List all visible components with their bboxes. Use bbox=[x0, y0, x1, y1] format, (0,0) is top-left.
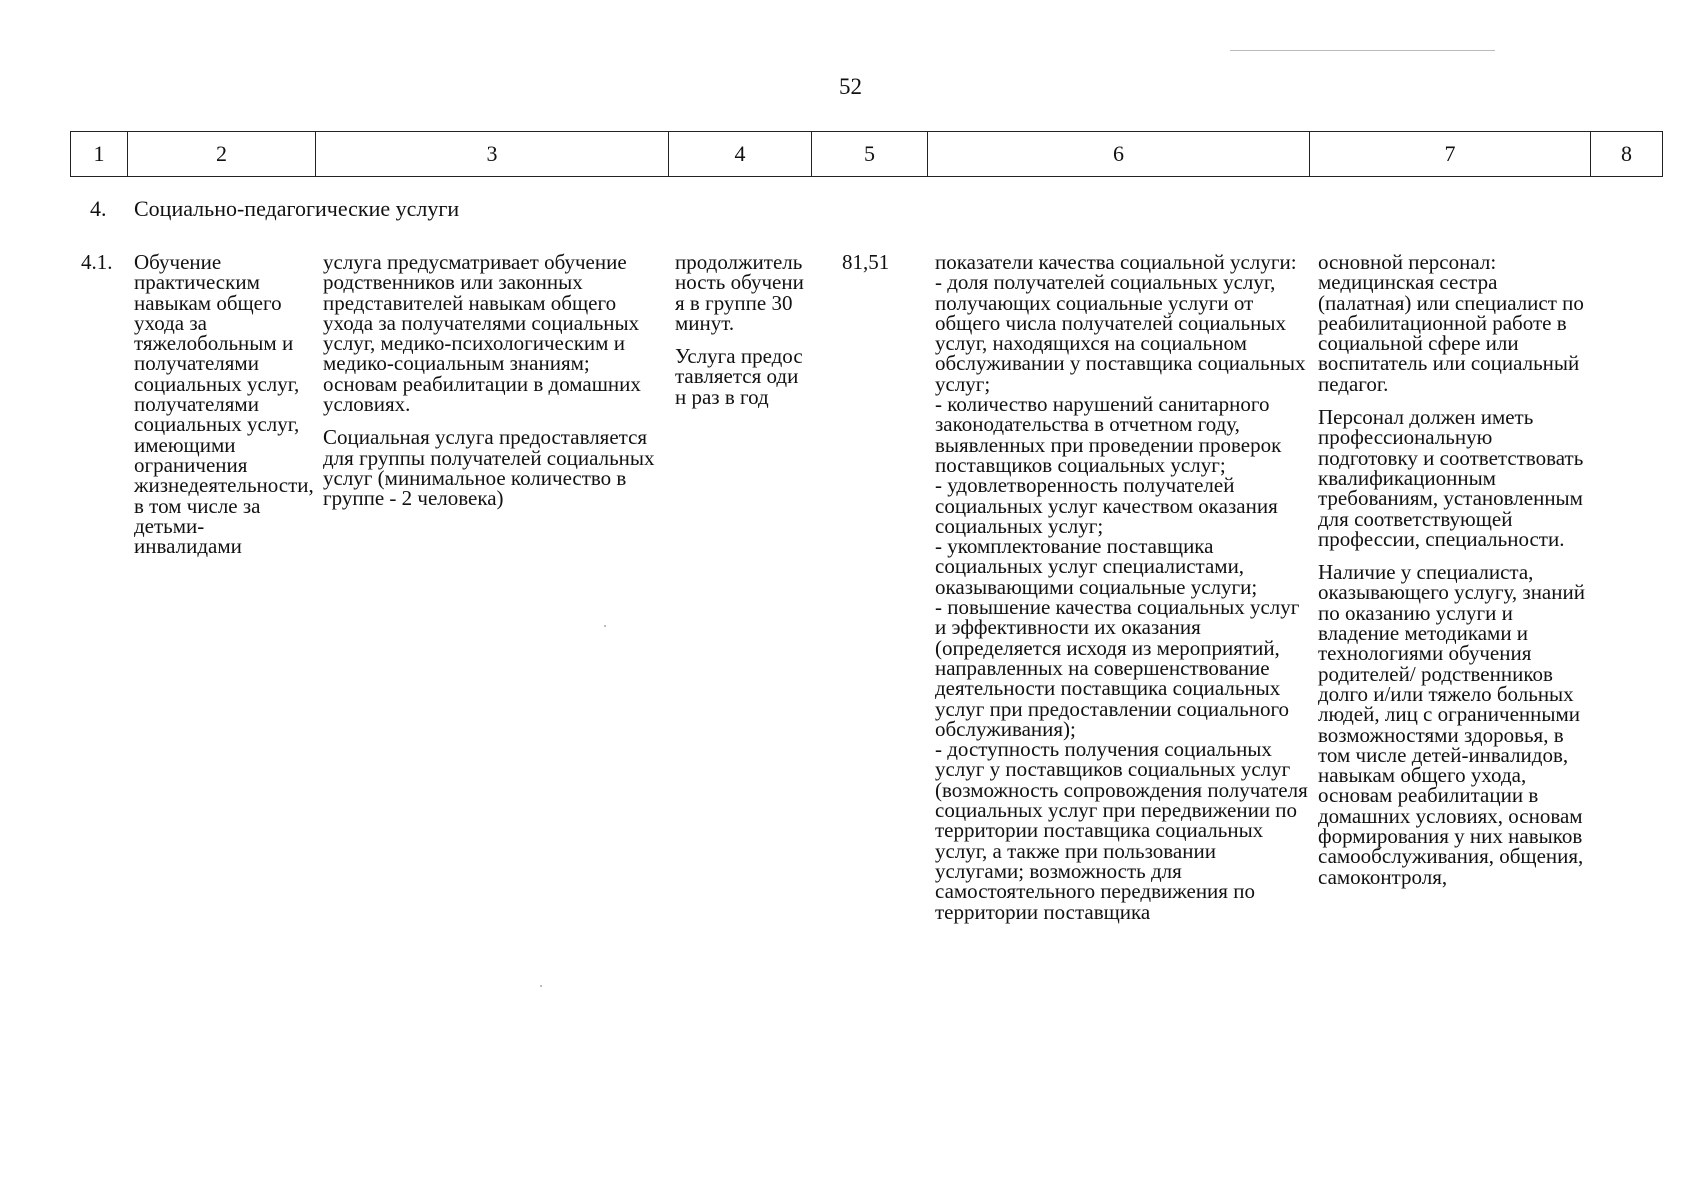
service-duration bbox=[675, 252, 809, 420]
service-name bbox=[134, 252, 312, 569]
section-title: Социально-педагогические услуги bbox=[134, 196, 460, 221]
scan-speck bbox=[540, 985, 542, 987]
header-cell-7: 7 bbox=[1310, 132, 1591, 177]
header-cell-2: 2 bbox=[128, 132, 316, 177]
duration-paragraph-1: продолжительность обучения в группе 30 минут. bbox=[675, 250, 804, 335]
scan-speck bbox=[604, 625, 606, 627]
header-cell-6: 6 bbox=[928, 132, 1310, 177]
header-row bbox=[71, 132, 1663, 177]
duration-paragraph-2: Услуга предоставляется один раз в год bbox=[675, 344, 803, 409]
row-number: 4.1. bbox=[81, 250, 113, 274]
header-cell-3: 3 bbox=[316, 132, 669, 177]
description-paragraph-2: Социальная услуга предоставляется для группы получателей социальных услуг (минимальное количество в группе - 2 человека) bbox=[323, 425, 655, 511]
service-description bbox=[323, 252, 665, 522]
service-tariff: 81,51 bbox=[842, 250, 890, 274]
quality-indicators: показатели качества социальной услуги: - доля получателей социальных услуг, получающих социальные услуги от общего числа получателей социальных услуг, находящихся на социальном обслуживании у поставщика социальных услуг; - количество нарушений санитарного законодательства в отчетном году, выявленных при проведении проверок поставщиков социальных услуг; - удовлетворенность получателей социальных услуг качеством оказания социальных услуг; - укомплектование поставщика социальных услуг специалистами, оказывающими социальные услуги; - повышение качества социальных услуг и эффективности их оказания (определяется исходя из мероприятий, направленных на совершенствование деятельности поставщика социальных услуг при предоставлении социального обслуживания); - доступность получения социальных услуг у поставщиков социальных услуг (возможность сопровождения получателя социальных услуг при передвижении по территории поставщика социальных услуг, а также при пользовании услугами; возможность для самостоятельного передвижения по территории поставщика bbox=[935, 250, 1308, 924]
staff-paragraph-1: основной персонал: медицинская сестра (палатная) или специалист по реабилитационной работе в социальной сфере или воспитатель или социальный педагог. bbox=[1318, 250, 1584, 396]
section-number: 4. bbox=[90, 196, 107, 221]
column-number-header bbox=[70, 131, 1663, 177]
page-number: 52 bbox=[839, 74, 862, 99]
staff-paragraph-3: Наличие у специалиста, оказывающего услугу, знаний по оказанию услуги и владение методиками и технологиями обучения родителей/ родственников долго и/или тяжело больных людей, лиц с ограниченными возможностями здоровья, в том числе детей-инвалидов, навыкам общего ухода, основам реабилитации в домашних условиях, основам формирования у них навыков самообслуживания, общения, самоконтроля, bbox=[1318, 560, 1585, 889]
header-cell-5: 5 bbox=[812, 132, 928, 177]
header-cell-8: 8 bbox=[1591, 132, 1663, 177]
scan-artifact bbox=[1230, 50, 1495, 51]
staff-paragraph-2: Персонал должен иметь профессиональную подготовку и соответствовать квалификационным требованиям, установленным для соответствующей профессии, специальности. bbox=[1318, 405, 1584, 551]
description-paragraph-1: услуга предусматривает обучение родственников или законных представителей навыкам общего ухода за получателями социальных услуг, медико-психологическим и медико-социальным знаниям; основам реабилитации в домашних условиях. bbox=[323, 250, 641, 417]
service-name-text: Обучение практическим навыкам общего ухода за тяжелобольным и получателями социальных услуг, получателями социальных услуг, имеющими ограничения жизнедеятельности, в том числе за детьми-инвалидами bbox=[134, 250, 314, 559]
header-cell-1: 1 bbox=[71, 132, 128, 177]
header-cell-4: 4 bbox=[669, 132, 812, 177]
staff-requirements bbox=[1318, 252, 1590, 900]
